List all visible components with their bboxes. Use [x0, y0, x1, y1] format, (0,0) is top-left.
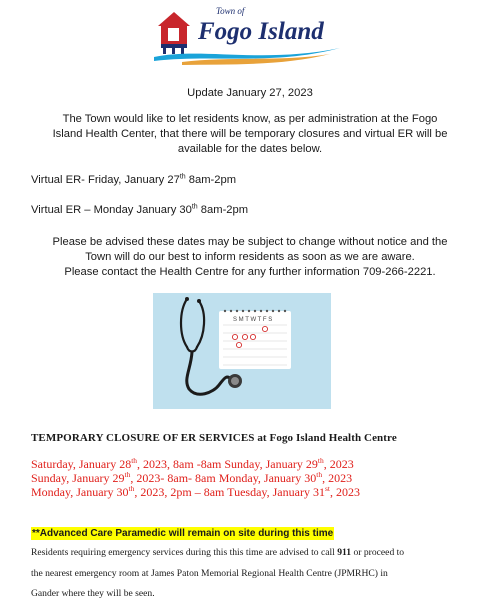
- advisory-line: Town will do our best to inform residents as soon as we are aware.: [85, 251, 415, 263]
- ordinal-suffix: th: [191, 203, 198, 211]
- closure-start: Saturday, January 28: [31, 457, 132, 471]
- intro-line: Island Health Center, that there will be temporary closures and virtual ER will be: [52, 128, 448, 140]
- closure-end: , 2023: [322, 471, 353, 485]
- emergency-advice-line: Gander where they will be seen.: [31, 588, 155, 599]
- ordinal-suffix: th: [316, 470, 323, 479]
- ordinal-suffix: th: [317, 456, 324, 465]
- intro-line: The Town would like to let residents know, as per administration at the Fogo: [62, 113, 438, 125]
- closure-start: Sunday, January 29: [31, 471, 125, 485]
- virtual-er-time: 8am-2pm: [197, 204, 249, 216]
- closure-end: , 2023: [329, 485, 360, 499]
- logo-small-text: Town of: [216, 6, 245, 16]
- virtual-er-friday: [31, 173, 236, 188]
- calendar-header: S M T W T F S: [233, 317, 273, 323]
- emergency-number: 911: [337, 547, 352, 558]
- ordinal-suffix: st: [324, 484, 330, 493]
- virtual-er-text: Virtual ER- Friday, January 27: [31, 174, 180, 186]
- closure-start: Monday, January 30: [31, 485, 129, 499]
- advisory-line: Please be advised these dates may be subject to change without notice and the: [52, 236, 448, 248]
- closure-line: [31, 471, 352, 485]
- fogo-island-logo: [152, 4, 348, 66]
- closure-end: , 2023: [323, 457, 354, 471]
- advice-text: Residents requiring emergency services during this this time are advised to call: [31, 547, 338, 558]
- closure-middle: , 2023, 2pm – 8am Tuesday, January 31: [134, 485, 325, 499]
- stethoscope-calendar-photo: [153, 293, 331, 409]
- ordinal-suffix: th: [128, 484, 135, 493]
- closure-middle: , 2023, 8am -8am Sunday, January 29: [137, 457, 318, 471]
- advice-text: or proceed to: [351, 547, 405, 558]
- closure-middle: , 2023- 8am- 8am Monday, January 30: [130, 471, 317, 485]
- ordinal-suffix: th: [131, 456, 138, 465]
- logo-big-text: Fogo Island: [198, 18, 324, 45]
- house-icon: [158, 12, 190, 54]
- ordinal-suffix: th: [179, 173, 186, 181]
- virtual-er-monday: [31, 203, 248, 218]
- virtual-er-text: Virtual ER – Monday January 30: [31, 204, 192, 216]
- closure-line: [31, 485, 360, 499]
- virtual-er-time: 8am-2pm: [185, 174, 237, 186]
- update-date: Update January 27, 2023: [187, 87, 313, 99]
- intro-line: available for the dates below.: [177, 143, 323, 155]
- ordinal-suffix: th: [124, 470, 131, 479]
- closure-line: [31, 457, 354, 471]
- emergency-advice-line: [31, 547, 404, 559]
- paramedic-notice: **Advanced Care Paramedic will remain on site during this time: [32, 528, 334, 539]
- closure-heading: TEMPORARY CLOSURE OF ER SERVICES at Fogo Island Health Centre: [31, 432, 397, 444]
- advisory-line: Please contact the Health Centre for any further information 709-266-2221.: [64, 266, 436, 278]
- calendar-icon: [219, 310, 291, 369]
- emergency-advice-line: the nearest emergency room at James Paton Memorial Regional Health Centre (JPMRHC) in: [31, 568, 388, 579]
